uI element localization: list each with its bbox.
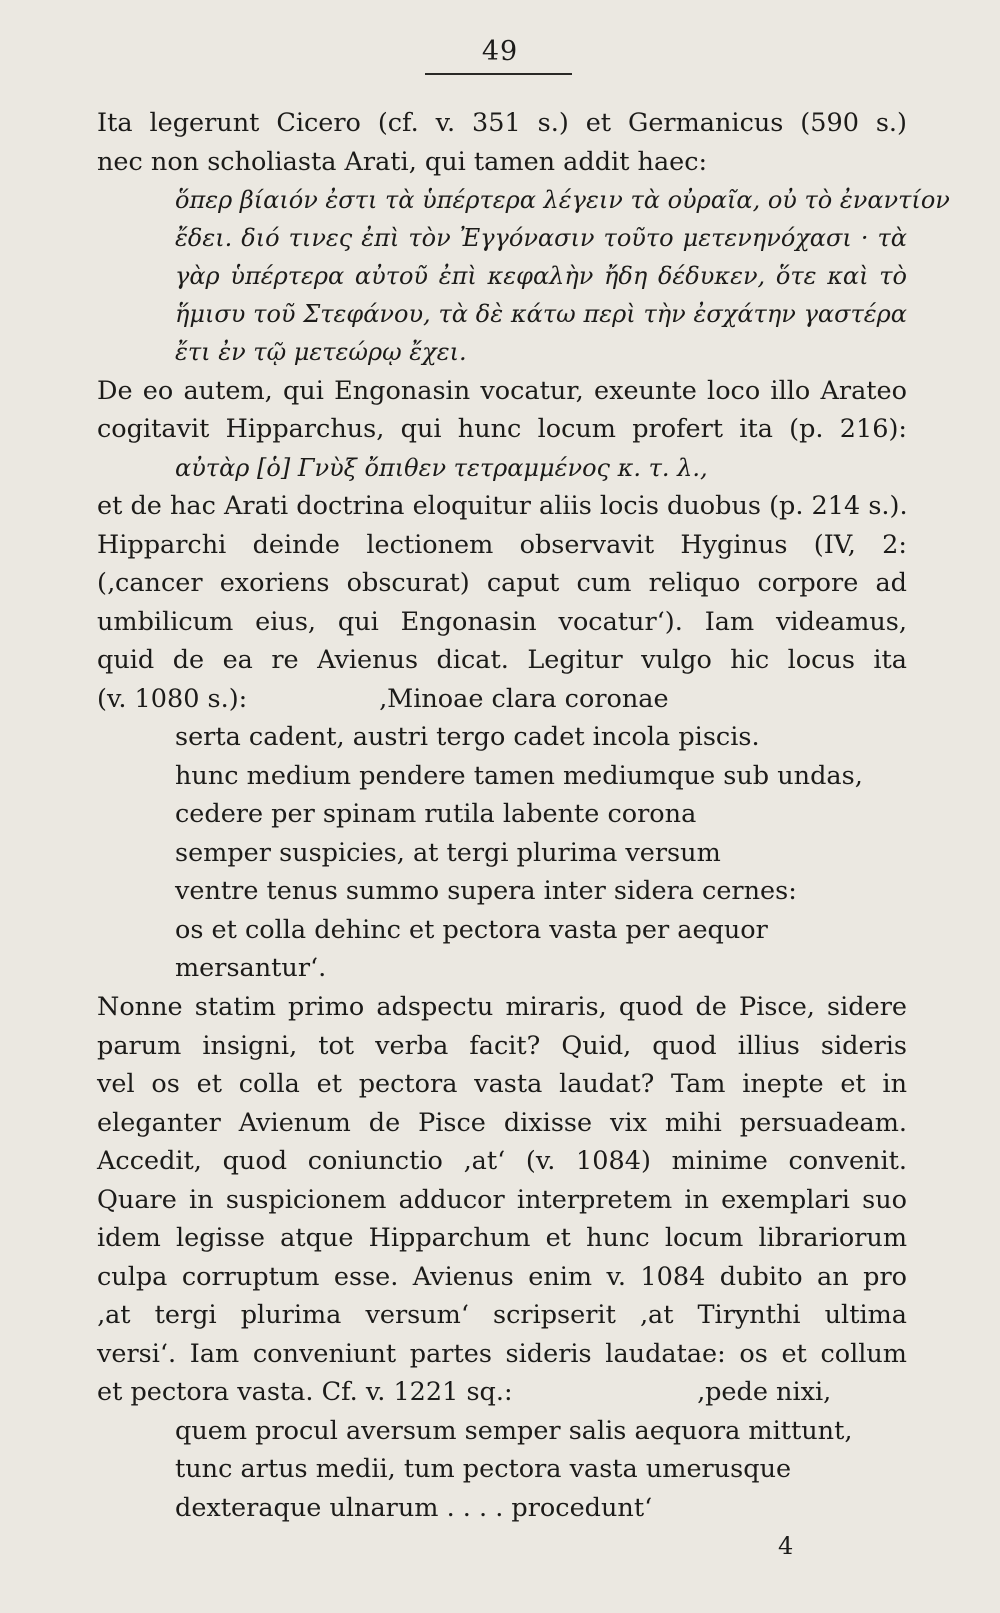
verse-line: ventre tenus summo supera inter sidera cernes: <box>175 876 797 906</box>
text-line: De eo autem, qui Engonasin vocatur, exeunte loco illo Arateo <box>97 376 907 406</box>
page-number: 49 <box>481 36 519 67</box>
text-line: vel os et colla et pectora vasta laudat? Tam inepte et in <box>97 1069 907 1099</box>
text-line: (v. 1080 s.): <box>97 684 248 714</box>
verse-line: cedere per spinam rutila labente corona <box>175 799 697 829</box>
greek-quote-line: ἔδει. διό τινες ἐπὶ τὸν Ἐγγόνασιν τοῦτο μετενηνόχασι · τὰ <box>175 224 907 252</box>
text-line: Hipparchi deinde lectionem observavit Hyginus (IV, 2: <box>97 530 907 560</box>
verse-line: ‚Minoae clara coronae <box>379 684 669 714</box>
text-line: versi‘. Iam conveniunt partes sideris laudatae: os et collum <box>97 1339 907 1369</box>
text-line: Ita legerunt Cicero (cf. v. 351 s.) et Germanicus (590 s.) <box>97 108 907 138</box>
text-line: idem legisse atque Hipparchum et hunc locum librariorum <box>97 1223 907 1253</box>
text-line: umbilicum eius, qui Engonasin vocatur‘). Iam videamus, <box>97 607 907 637</box>
text-line: Accedit, quod coniunctio ‚at‘ (v. 1084) minime convenit. <box>97 1146 907 1176</box>
text-line: et pectora vasta. Cf. v. 1221 sq.: <box>97 1377 513 1407</box>
text-line: quid de ea re Avienus dicat. Legitur vulgo hic locus ita <box>97 645 907 675</box>
text-line: nec non scholiasta Arati, qui tamen addit haec: <box>97 147 708 177</box>
text-line: eleganter Avienum de Pisce dixisse vix mihi persuadeam. <box>97 1108 907 1138</box>
text-line: et de hac Arati doctrina eloquitur aliis locis duobus (p. 214 s.). <box>97 491 908 521</box>
verse-line: tunc artus medii, tum pectora vasta umerusque <box>175 1454 792 1484</box>
verse-line: ‚pede nixi, <box>697 1377 832 1407</box>
greek-quote-line: ἔτι ἐν τῷ μετεώρῳ ἔχει. <box>175 338 467 366</box>
text-line: ‚at tergi plurima versum‘ scripserit ‚at Tirynthi ultima <box>97 1300 907 1330</box>
verse-line: mersantur‘. <box>175 953 327 983</box>
text-line: Quare in suspicionem adducor interpretem in exemplari suo <box>97 1185 907 1215</box>
text-line: culpa corruptum esse. Avienus enim v. 1084 dubito an pro <box>97 1262 907 1292</box>
greek-quote-line: γὰρ ὑπέρτερα αὐτοῦ ἐπὶ κεφαλὴν ἤδη δέδυκεν, ὅτε καὶ τὸ <box>175 262 907 290</box>
verse-line: semper suspicies, at tergi plurima versum <box>175 838 721 868</box>
signature-mark: 4 <box>778 1532 794 1560</box>
header-rule <box>425 73 572 75</box>
text-line: parum insigni, tot verba facit? Quid, quod illius sideris <box>97 1031 907 1061</box>
greek-quote-line: ὅπερ βίαιόν ἐστι τὰ ὑπέρτερα λέγειν τὰ οὐραῖα, οὐ τὸ ἐναντίον <box>175 186 950 214</box>
text-line: cogitavit Hipparchus, qui hunc locum profert ita (p. 216): <box>97 414 907 444</box>
greek-quote-line: αὐτὰρ [ὁ] Γνὺξ ὄπιθεν τετραμμένος κ. τ. λ., <box>175 454 708 482</box>
text-line: Nonne statim primo adspectu miraris, quod de Pisce, sidere <box>97 992 907 1022</box>
text-line: (‚cancer exoriens obscurat) caput cum reliquo corpore ad <box>97 568 907 598</box>
verse-line: os et colla dehinc et pectora vasta per aequor <box>175 915 768 945</box>
greek-quote-line: ἥμισυ τοῦ Στεφάνου, τὰ δὲ κάτω περὶ τὴν ἐσχάτην γαστέρα <box>175 300 907 328</box>
verse-line: dexteraque ulnarum . . . . procedunt‘ <box>175 1493 653 1523</box>
verse-line: serta cadent, austri tergo cadet incola piscis. <box>175 722 760 752</box>
verse-line: quem procul aversum semper salis aequora mittunt, <box>175 1416 853 1446</box>
verse-line: hunc medium pendere tamen mediumque sub undas, <box>175 761 863 791</box>
